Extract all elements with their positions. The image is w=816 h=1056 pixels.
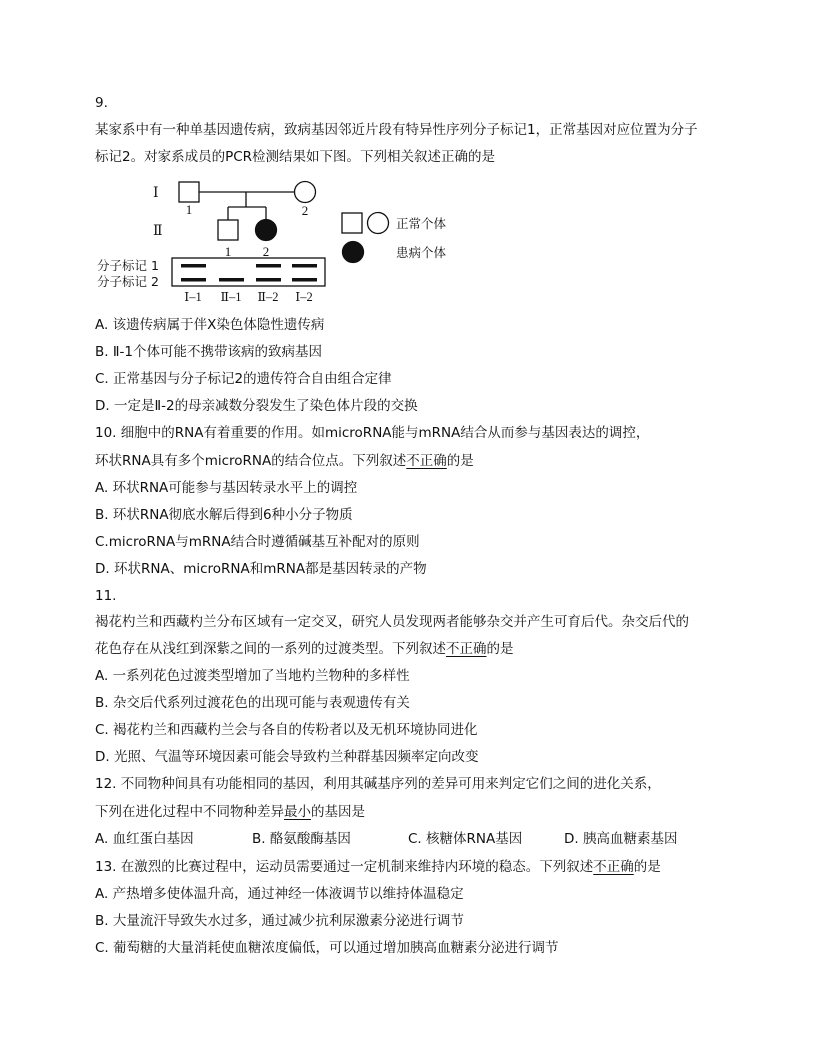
q11-option-b: B. 杂交后代系列过渡花色的出现可能与表观遗传有关	[95, 695, 410, 711]
q11-number: 11.	[95, 588, 117, 604]
ii2-female-affected	[256, 220, 277, 241]
q11-option-d: D. 光照、气温等环境因素可能会导致杓兰种群基因频率定向改变	[95, 749, 479, 765]
pcr-gel-box	[172, 258, 325, 286]
i2-number: 2	[301, 203, 309, 218]
q13-option-a: A. 产热增多使体温升高，通过神经一体液调节以维持体温稳定	[95, 886, 464, 902]
q9-stem-line2: 标记2。对家系成员的PCR检测结果如下图。下列相关叙述正确的是	[95, 149, 496, 165]
lane-label-ii2: Ⅱ–2	[257, 290, 279, 304]
gen-ii-label: Ⅱ	[153, 224, 163, 239]
q12-option-a: A. 血红蛋白基因	[95, 831, 194, 847]
marker1-label: 分子标记 1	[97, 258, 159, 273]
ii1-number: 1	[224, 244, 232, 259]
legend-female-normal	[368, 213, 389, 234]
lane-label-ii1: Ⅱ–1	[220, 290, 242, 304]
q10-option-b: B. 环状RNA彻底水解后得到6种小分子物质	[95, 507, 353, 523]
q11-stem-line2: 花色存在从浅红到深紫之间的一系列的过渡类型。下列叙述不正确的是	[95, 641, 514, 657]
q9-option-c: C. 正常基因与分子标记2的遗传符合自由组合定律	[95, 371, 392, 387]
q10-option-c: C.microRNA与mRNA结合时遵循碱基互补配对的原则	[95, 534, 420, 550]
q11-option-c: C. 褐花杓兰和西藏杓兰会与各自的传粉者以及无机环境协同进化	[95, 722, 478, 738]
i1-number: 1	[185, 202, 193, 217]
q9-option-d: D. 一定是Ⅱ-2的母亲减数分裂发生了染色体片段的交换	[95, 398, 418, 414]
band-ii1-marker2	[219, 278, 244, 282]
band-i1-marker2	[181, 278, 206, 282]
q10-stem-line1: 10. 细胞中的RNA有着重要的作用。如microRNA能与mRNA结合从而参与基因表达的调控，	[95, 425, 650, 441]
band-ii2-marker2	[256, 278, 281, 282]
legend-affected-label: 患病个体	[396, 245, 447, 260]
legend-female-affected	[343, 242, 364, 263]
q12-option-c: C. 核糖体RNA基因	[408, 831, 523, 847]
q13-emphasis: 不正确	[593, 859, 634, 875]
q13-option-b: B. 大量流汗导致失水过多，通过减少抗利尿激素分泌进行调节	[95, 913, 464, 929]
q10-option-a: A. 环状RNA可能参与基因转录水平上的调控	[95, 480, 358, 496]
band-i2-marker1	[292, 264, 317, 268]
legend-normal-label: 正常个体	[396, 216, 447, 231]
q9-option-b: B. Ⅱ-1个体可能不携带该病的致病基因	[95, 344, 322, 360]
i1-male-normal	[179, 182, 199, 202]
lane-label-i2: Ⅰ–2	[295, 290, 313, 304]
q12-emphasis: 最小	[284, 804, 311, 820]
legend-male-normal	[342, 213, 362, 233]
q9-stem-line1: 某家系中有一种单基因遗传病，致病基因邻近片段有特异性序列分子标记1，正常基因对应位置为分子	[95, 122, 698, 138]
q12-stem-line1: 12. 不同物种间具有功能相同的基因，利用其碱基序列的差异可用来判定它们之间的进化关系，	[95, 776, 661, 792]
q12-option-b: B. 酪氨酸酶基因	[252, 831, 351, 847]
q10-option-d: D. 环状RNA、microRNA和mRNA都是基因转录的产物	[95, 561, 427, 577]
q9-pedigree-figure	[95, 174, 475, 310]
q13-option-c: C. 葡萄糖的大量消耗使血糖浓度偏低，可以通过增加胰高血糖素分泌进行调节	[95, 940, 559, 956]
q9-option-a: A. 该遗传病属于伴X染色体隐性遗传病	[95, 317, 325, 333]
q11-stem-line1: 褐花杓兰和西藏杓兰分布区域有一定交叉，研究人员发现两者能够杂交并产生可育后代。杂交后代的	[95, 614, 689, 630]
marker2-label: 分子标记 2	[97, 274, 159, 289]
band-i2-marker2	[292, 278, 317, 282]
q9-number: 9.	[95, 95, 108, 111]
ii2-number: 2	[262, 244, 270, 259]
q12-option-d: D. 胰高血糖素基因	[564, 831, 678, 847]
band-i1-marker1	[181, 264, 206, 268]
q12-stem-line2: 下列在进化过程中不同物种差异最小的基因是	[95, 804, 365, 820]
band-ii2-marker1	[256, 264, 281, 268]
gen-i-label: Ⅰ	[153, 186, 159, 201]
i2-female-normal	[295, 182, 316, 203]
q11-emphasis: 不正确	[446, 641, 487, 657]
q11-option-a: A. 一系列花色过渡类型增加了当地杓兰物种的多样性	[95, 668, 410, 684]
lane-label-i1: Ⅰ–1	[184, 290, 202, 304]
q13-stem-line1: 13. 在激烈的比赛过程中，运动员需要通过一定机制来维持内环境的稳态。下列叙述不正确的是	[95, 859, 661, 875]
q10-stem-line2: 环状RNA具有多个microRNA的结合位点。下列叙述不正确的是	[95, 453, 474, 469]
q10-emphasis: 不正确	[406, 453, 447, 469]
ii1-male-normal	[218, 220, 238, 240]
